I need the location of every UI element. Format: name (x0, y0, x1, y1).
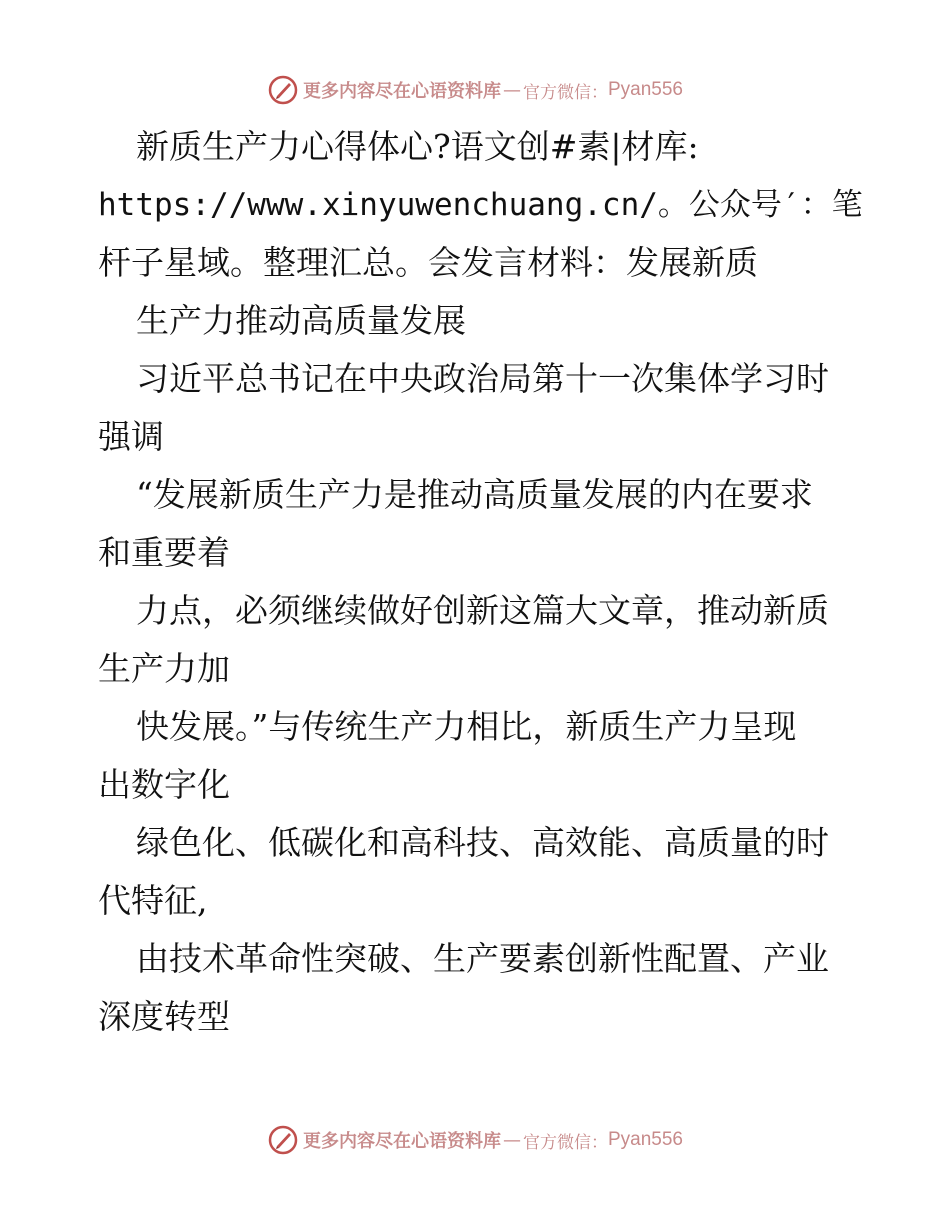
footer-banner (0, 1120, 950, 1160)
body-line: 新质生产力心得体心?语文创#素|材库: (136, 127, 699, 166)
body-line-url: https://www.xinyuwenchuang.cn/。公众号′：笔 (98, 187, 863, 223)
body-line: 习近平总书记在中央政治局第十一次集体学习时 (136, 359, 829, 398)
body-line: 杆子星域。整理汇总。会发言材料：发展新质 (98, 243, 758, 282)
banner-wechat-label: 官方微信： (522, 1132, 608, 1153)
quill-seal-icon (267, 1124, 299, 1156)
body-line: “发展新质生产力是推动高质量发展的内在要求 (136, 475, 813, 514)
body-line: 快发展。”与传统生产力相比，新质生产力呈现 (136, 707, 797, 746)
body-line: 绿色化、低碳化和高科技、高效能、高质量的时 (136, 823, 829, 862)
banner-wechat-label: 官方微信： (522, 82, 608, 103)
body-line: 生产力推动高质量发展 (136, 301, 466, 340)
quill-seal-icon (267, 74, 299, 106)
body-line: 由技术革命性突破、生产要素创新性配置、产业 (136, 939, 829, 978)
body-line: 力点，必须继续做好创新这篇大文章，推动新质 (136, 591, 829, 630)
banner-wechat-id: Pyan556 (607, 79, 683, 100)
body-line: 强调 (98, 417, 164, 456)
banner-wechat-id: Pyan556 (607, 1129, 683, 1150)
banner-title: 更多内容尽在心语资料库 (302, 81, 501, 102)
body-line: 深度转型 (98, 997, 230, 1036)
banner-title: 更多内容尽在心语资料库 (302, 1131, 501, 1152)
body-line: 生产力加 (98, 649, 230, 688)
banner-dash: — (502, 79, 521, 101)
banner-dash: — (502, 1129, 521, 1151)
body-line: 出数字化 (98, 765, 230, 804)
document-body (98, 118, 863, 1046)
header-banner (0, 70, 950, 110)
body-line: 代特征, (98, 881, 208, 920)
body-line: 和重要着 (98, 533, 230, 572)
